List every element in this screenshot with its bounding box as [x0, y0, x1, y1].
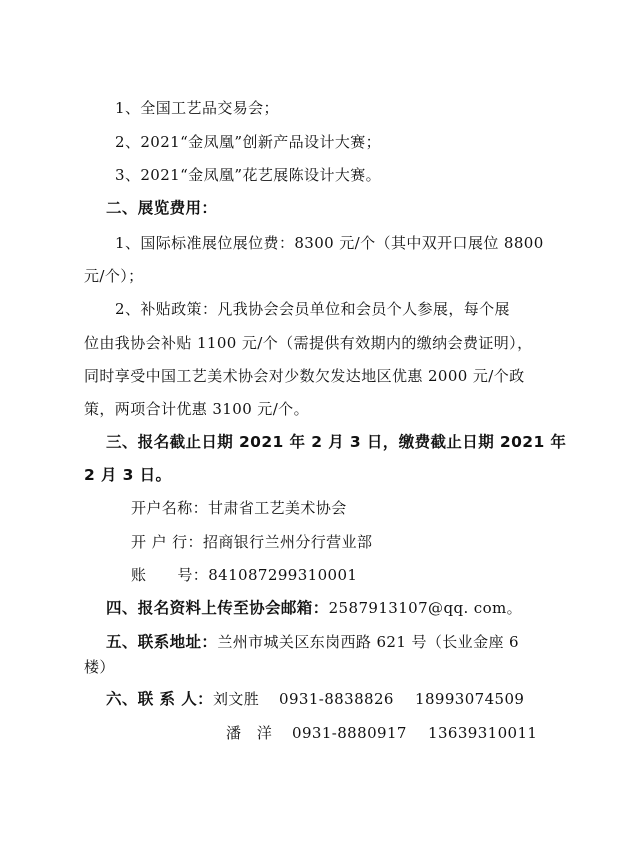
account-bank-label: 开 户 行：	[131, 533, 203, 551]
address-line-2: 楼）	[84, 658, 115, 676]
contact-row-1	[106, 688, 524, 710]
fee-item-2-line-3: 同时享受中国工艺美术协会对少数欠发达地区优惠 2000 元/个政	[84, 367, 525, 385]
address-row	[106, 631, 519, 653]
activity-item-1: 1、全国工艺品交易会；	[115, 99, 279, 117]
fee-item-2-line-1: 2、补贴政策：凡我协会会员单位和会员个人参展，每个展	[115, 300, 510, 318]
address-line-1: 兰州市城关区东岗西路 621 号（长业金座 6	[217, 633, 519, 651]
fee-item-2-line-2: 位由我协会补贴 1100 元/个（需提供有效期内的缴纳会费证明），	[84, 334, 533, 352]
contact-name: 刘文胜	[213, 690, 260, 708]
account-bank-value: 招商银行兰州分行营业部	[202, 533, 373, 551]
upload-email: 2587913107@qq. com。	[328, 599, 523, 617]
account-number-value: 841087299310001	[208, 566, 358, 584]
upload-row	[106, 597, 522, 619]
contact-row-2	[226, 722, 537, 744]
deadline-line-2: 2 月 3 日。	[84, 466, 172, 484]
fee-item-2-line-4: 策，两项合计优惠 3100 元/个。	[84, 400, 309, 418]
account-name-row	[131, 497, 347, 519]
fees-heading: 二、展览费用：	[106, 199, 218, 217]
activity-item-3: 3、2021“金凤凰”花艺展陈设计大赛。	[115, 166, 382, 184]
fee-item-1-line-2: 元/个）；	[84, 267, 144, 285]
contact-name: 潘 洋	[226, 724, 273, 742]
account-number-row	[131, 564, 357, 586]
account-name-value: 甘肃省工艺美术协会	[208, 499, 347, 517]
address-heading: 五、联系地址：	[106, 633, 218, 651]
activity-item-2: 2、2021“金凤凰”创新产品设计大赛；	[115, 133, 382, 151]
upload-heading: 四、报名资料上传至协会邮箱：	[106, 599, 329, 617]
contact-mobile: 18993074509	[415, 690, 525, 708]
fee-item-1-line-1: 1、国际标准展位展位费：8300 元/个（其中双开口展位 8800	[115, 234, 544, 252]
contacts-heading: 六、联 系 人：	[106, 690, 213, 708]
account-name-label: 开户名称：	[131, 499, 209, 517]
contact-mobile: 13639310011	[428, 724, 538, 742]
account-number-label: 账 号：	[131, 566, 209, 584]
contact-phone: 0931-8838826	[279, 690, 394, 708]
deadline-line-1: 三、报名截止日期 2021 年 2 月 3 日，缴费截止日期 2021 年	[106, 433, 567, 451]
account-bank-row	[131, 531, 372, 553]
contact-phone: 0931-8880917	[292, 724, 407, 742]
